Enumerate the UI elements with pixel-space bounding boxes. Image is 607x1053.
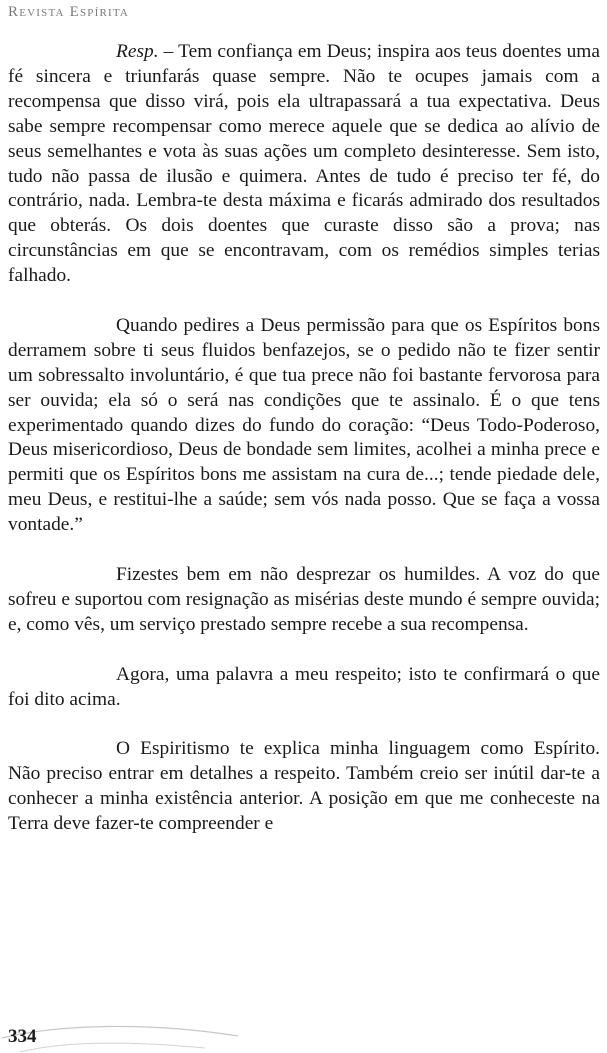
paragraph-1 xyxy=(8,40,600,289)
page-footer xyxy=(0,1018,607,1053)
paragraph-5: O Espiritismo te explica minha linguagem como Espírito. Não preciso entrar em detalhes a respeito. Também creio ser inútil dar-te a conhecer a minha existência anterior. A posição em que me conheceste na Terra deve fazer-te compreender e xyxy=(8,738,600,835)
running-header: Revista Espírita xyxy=(8,4,130,20)
paragraph-4: Agora, uma palavra a meu respeito; isto te confirmará o que foi dito acima. xyxy=(8,663,600,710)
page-number: 334 xyxy=(8,1026,37,1047)
paragraph-1-text: – Tem confiança em Deus; inspira aos teus doentes uma fé sincera e triunfarás quase sempre. Não te ocupes jamais com a recompensa que disso virá, pois ela ultrapassará a tua expectativa. Deus sabe sempre recompensar como merece aquele que se dedica ao alívio de seus semelhantes e vota às suas ações um completo desinteresse. Sem isto, tudo não passa de ilusão e quimera. Antes de tudo é preciso ter fé, do contrário, nada. Lembra-te desta máxima e ficarás admirado dos resultados que obterás. Os dois doentes que curaste disso são a prova; nas circunstâncias em que se encontravam, com os remédios simples terias falhado. xyxy=(8,41,600,287)
paragraph-3: Fizestes bem em não desprezar os humildes. A voz do que sofreu e suportou com resignação as misérias deste mundo é sempre ouvida; e, como vês, um serviço prestado sempre recebe a sua recompensa. xyxy=(8,564,600,635)
response-label: Resp. xyxy=(116,41,159,62)
body-text xyxy=(8,40,600,837)
paragraph-2: Quando pedires a Deus permissão para que os Espíritos bons derramem sobre ti seus fluidos benfazejos, se o pedido não te fizer sentir um sobressalto involuntário, é que tua prece não foi bastante fervorosa para ser ouvida; ela só o será nas condições que te assinalo. É o que tens experimentado quando dizes do fundo do coração: “Deus Todo-Poderoso, Deus misericordioso, Deus de bondade sem limites, acolhei a minha prece e permiti que os Espíritos bons me assistam na cura de...; tende piedade dele, meu Deus, e restitui-lhe a saúde; sem vós nada posso. Que se faça a vossa vontade.” xyxy=(8,314,600,536)
